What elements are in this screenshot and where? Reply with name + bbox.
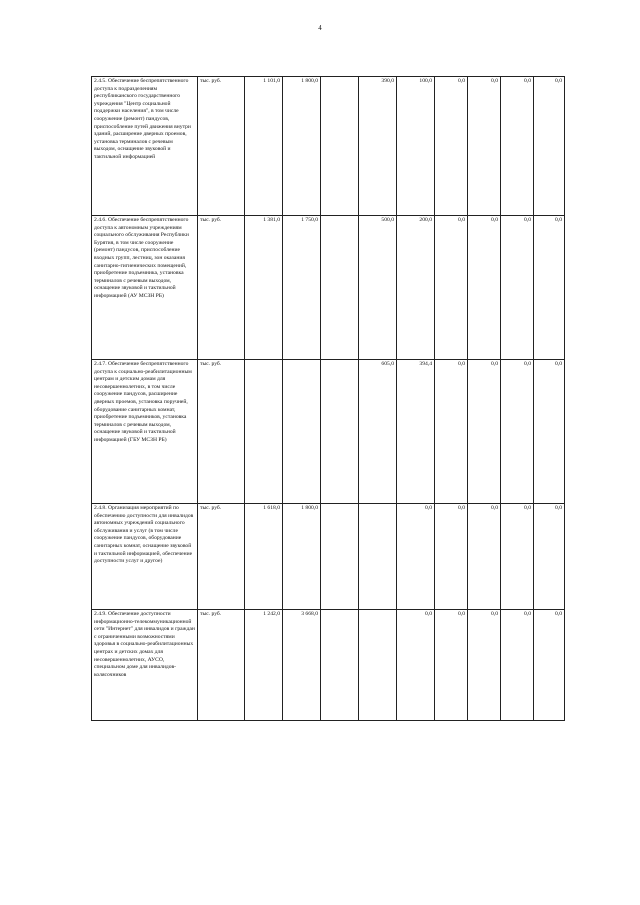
value-cell: 0,0 [501, 504, 534, 610]
value-cell: 500,0 [359, 216, 397, 360]
value-cell: 3 668,0 [283, 610, 321, 721]
value-cell: 0,0 [435, 504, 468, 610]
value-cell: 0,0 [501, 360, 534, 504]
page-number: 4 [318, 24, 322, 32]
table-row [92, 77, 565, 216]
value-cell: 0,0 [397, 504, 435, 610]
row-description: 2.4.6. Обеспечение беспрепятственного доступа к автономным учреждениям социального обслуживания Республики Бурятия, в том числе сооружение (ремонт) пандусов, приспособление входных групп, лестниц, зон оказания санитарно-гигиенических помещений, приобретение подъемника, установка терминалов с речевым выходом, оснащение звуковой и тактильной информацией (АУ МСЗН РБ) [92, 216, 198, 360]
value-cell: 0,0 [501, 216, 534, 360]
value-cell: 0,0 [468, 77, 501, 216]
row-unit: тыс. руб. [198, 77, 245, 216]
value-cell: 1 381,0 [245, 216, 283, 360]
value-cell: 1 750,0 [283, 216, 321, 360]
value-cell: 394,4 [397, 360, 435, 504]
value-cell: 0,0 [534, 216, 565, 360]
row-description: 2.4.7. Обеспечение беспрепятственного доступа к социально-реабилитационным центрам и детским домам для несовершеннолетних, в том числе сооружение пандусов, расширение дверных проемов, установка поручней, оборудование санитарных комнат, приобретение подъемников, установка терминалов с речевым выходом, оснащение звуковой и тактильной информацией (ГБУ МСЗН РБ) [92, 360, 198, 504]
value-cell: 0,0 [435, 360, 468, 504]
value-cell: 0,0 [534, 610, 565, 721]
table-row [92, 216, 565, 360]
value-cell: 0,0 [468, 610, 501, 721]
value-cell: 1 800,0 [283, 77, 321, 216]
value-cell [321, 360, 359, 504]
value-cell [321, 610, 359, 721]
value-cell: 0,0 [397, 610, 435, 721]
value-cell: 0,0 [435, 216, 468, 360]
value-cell: 0,0 [501, 77, 534, 216]
value-cell: 605,0 [359, 360, 397, 504]
row-description: 2.4.8. Организация мероприятий по обеспечению доступности для инвалидов автономных учреждений социального обслуживания и услуг (в том числе сооружение пандусов, оборудование санитарных комнат, оснащение звуковой и тактильной информацией, обеспечение доступности услуг и другое) [92, 504, 198, 610]
value-cell [321, 504, 359, 610]
row-unit: тыс. руб. [198, 360, 245, 504]
budget-table [91, 76, 565, 721]
row-description: 2.4.9. Обеспечение доступности информационно-телекоммуникационной сети "Интернет" для инвалидов и граждан с ограниченными возможностями здоровья в социально-реабилитационных центрах и детских домах для несовершеннолетних, АУСО, специальном доме для инвалидов-колясочников [92, 610, 198, 721]
value-cell [321, 216, 359, 360]
row-unit: тыс. руб. [198, 216, 245, 360]
value-cell: 0,0 [534, 360, 565, 504]
value-cell [321, 77, 359, 216]
value-cell [359, 610, 397, 721]
value-cell: 0,0 [468, 504, 501, 610]
row-unit: тыс. руб. [198, 504, 245, 610]
value-cell: 1 242,0 [245, 610, 283, 721]
value-cell [283, 360, 321, 504]
value-cell: 1 800,0 [283, 504, 321, 610]
value-cell: 0,0 [468, 216, 501, 360]
table-row [92, 360, 565, 504]
value-cell: 200,0 [397, 216, 435, 360]
value-cell [359, 504, 397, 610]
value-cell [245, 360, 283, 504]
value-cell: 0,0 [468, 360, 501, 504]
value-cell: 1 101,0 [245, 77, 283, 216]
value-cell: 390,0 [359, 77, 397, 216]
table-row [92, 610, 565, 721]
value-cell: 100,0 [397, 77, 435, 216]
table-row [92, 504, 565, 610]
value-cell: 0,0 [435, 77, 468, 216]
row-description: 2.4.5. Обеспечение беспрепятственного доступа к подразделениям республиканского государственного учреждения "Центр социальной поддержки населения", в том числе сооружение (ремонт) пандусов, приспособление путей движения внутри зданий, расширение дверных проемов, установка терминалов с речевым выходом, оснащение звуковой и тактильной информацией [92, 77, 198, 216]
value-cell: 0,0 [501, 610, 534, 721]
value-cell: 0,0 [534, 504, 565, 610]
value-cell: 0,0 [534, 77, 565, 216]
value-cell: 1 618,0 [245, 504, 283, 610]
row-unit: тыс. руб. [198, 610, 245, 721]
value-cell: 0,0 [435, 610, 468, 721]
